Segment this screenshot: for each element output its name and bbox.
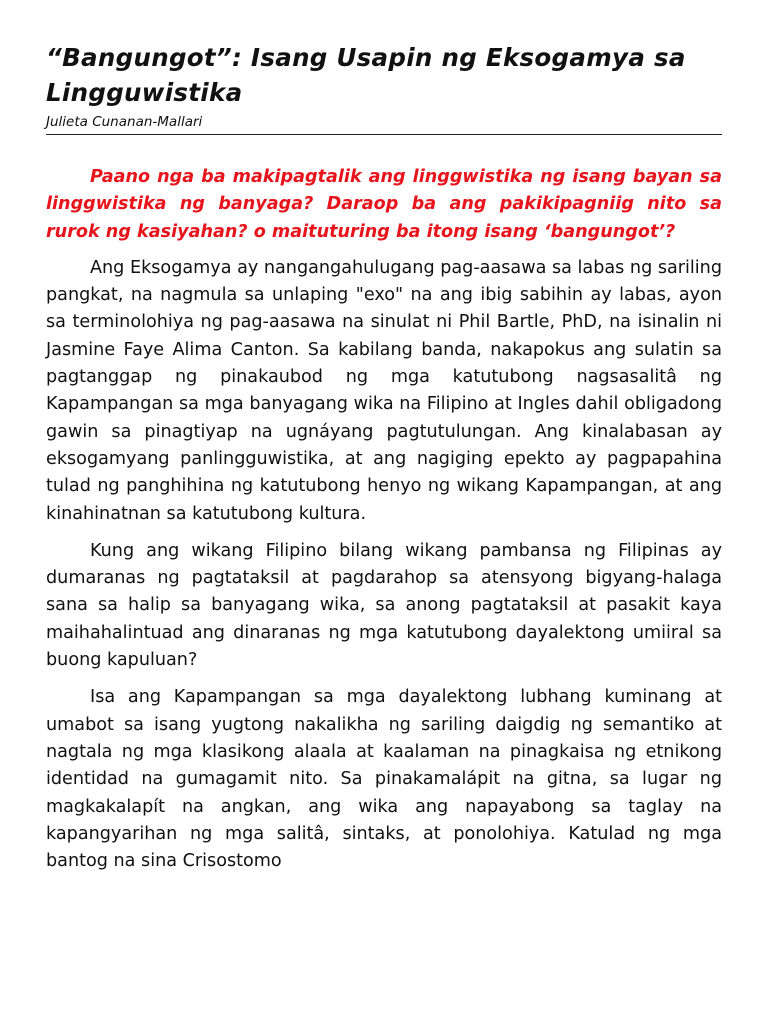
body-paragraph-1: Ang Eksogamya ay nangangahulugang pag-aasawa sa labas ng sariling pangkat, na nagmula sa unlaping "exo" na ang ibig sabihin ay labas, ayon sa terminolohiya ng pag-aasawa na sinulat ni Phil Bartle, PhD, na isinalin ni Jasmine Faye Alima Canton. Sa kabilang banda, nakapokus ang sulatin sa pagtanggap ng pinakaubod ng mga katutubong nagsasalitâ ng Kapampangan sa mga banyagang wika na Filipino at Ingles dahil obligadong gawin sa pinagtiyap na ugnáyang pagtutulungan. Ang kinalabasan ay eksogamyang panlingguwistika, at ang nagiging epekto ay pagpapahina tulad ng panghihina ng katutubong henyo ng wikang Kapampangan, at ang kinahinatnan sa katutubong kultura. [46,257,722,524]
author-name: Julieta Cunanan-Mallari [46,114,203,130]
document-title: “Bangungot”: Isang Usapin ng Eksogamya sa Lingguwistika [46,43,686,107]
lead-question-paragraph: Paano nga ba makipagtalik ang linggwistika ng isang bayan sa linggwistika ng banyaga? Daraop ba ang pakikipagniig nito sa rurok ng kasiyahan? o maituturing ba itong isang ‘bangungot’? [46,167,722,242]
body-paragraph-3: Isa ang Kapampangan sa mga dayalektong lubhang kuminang at umabot sa isang yugtong nakalikha ng sariling daigdig ng semantiko at nagtala ng mga klasikong alaala at kaalaman na pinagkaisa ng etnikong identidad na gumagamit nito. Sa pinakamalápit na gitna, sa lugar ng magkakalapít na angkan, ang wika ang napayabong sa taglay na kapangyarihan ng mga salitâ, sintaks, at ponolohiya. Katulad ng mga bantog na sina Crisostomo [46,687,722,872]
title-divider [46,134,722,135]
body-paragraph-2: Kung ang wikang Filipino bilang wikang pambansa ng Filipinas ay dumaranas ng pagtataksil at pagdarahop sa atensyong bigyang-halaga sana sa halip sa banyagang wika, sa anong pagtataksil at pasakit kaya maihahalintuad ang dinaranas ng mga katutubong dayalektong umiiral sa buong kapuluan? [46,540,722,671]
